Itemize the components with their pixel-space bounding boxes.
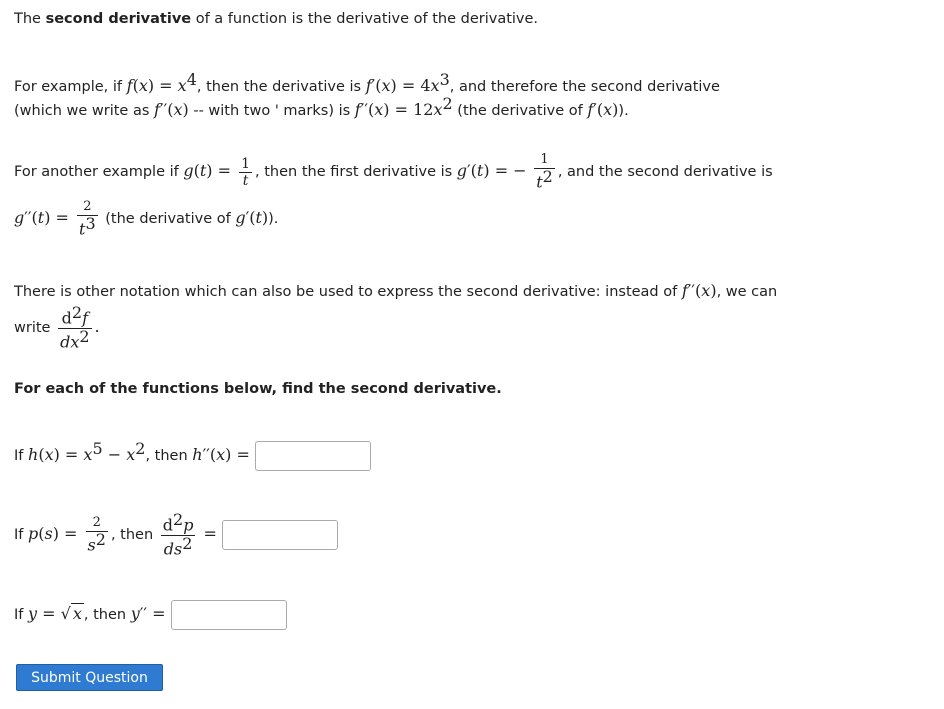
example1-line1: For example, if $f(x) = x^4$, then the derivative is $f'(x) = 4x^3$, and therefore the second derivative <box>14 70 720 95</box>
notation-line1: There is other notation which can also be used to express the second derivative: instead of f′′(x), we can <box>14 281 778 300</box>
fraction-2-over-t3: $\frac{2}{t^3}$ <box>79 199 96 239</box>
submit-question-button[interactable]: Submit Question <box>16 664 163 691</box>
answer-input-3[interactable] <box>171 600 287 630</box>
fraction-2-over-s2: $\frac{2}{s^2}$ <box>87 514 106 555</box>
sqrt-x: x <box>72 604 82 623</box>
question-1: If $h(x) = x^5 - x^2$, then h′′(x) = <box>14 439 371 471</box>
answer-input-2[interactable] <box>222 520 338 550</box>
instruction: For each of the functions below, find the second derivative. <box>14 381 502 397</box>
question-3: If y = √ x , then y′′ = <box>14 600 287 630</box>
math-f-def: f <box>126 75 133 95</box>
notation-line2: write $\frac{d^2f}{dx^2}$ . <box>14 303 100 352</box>
example2-line1: For another example if g(t) = $\frac{1}{t}$ , then the first derivative is g′(t) = − $\frac{1}{t^2}$ , and the second derivative is <box>14 152 773 192</box>
fraction-d2p-ds2: $\frac{d^2p}{ds^2}$ <box>162 510 194 559</box>
example2-line2: g′′(t) = $\frac{2}{t^3}$ (the derivative of g′(t)). <box>14 199 279 239</box>
fraction-d2f-dx2: $\frac{d^2f}{dx^2}$ <box>60 303 90 352</box>
question-2: If p(s) = $\frac{2}{s^2}$ , then $\frac{d^2p}{ds^2}$ = <box>14 512 338 558</box>
math-fprime: f <box>365 75 372 95</box>
fraction-1-over-t2: $\frac{1}{t^2}$ <box>536 152 553 192</box>
intro-sentence: The second derivative of a function is the derivative of the derivative. <box>14 11 539 27</box>
term-second-derivative: second derivative <box>45 11 192 27</box>
answer-input-1[interactable] <box>255 441 371 471</box>
example1-line2: (which we write as f′′(x) -- with two ' marks) is $f''(x) = 12x^2$ (the derivative of f′(x)). <box>14 94 629 119</box>
fraction-1-over-t: $\frac{1}{t}$ <box>241 155 251 189</box>
